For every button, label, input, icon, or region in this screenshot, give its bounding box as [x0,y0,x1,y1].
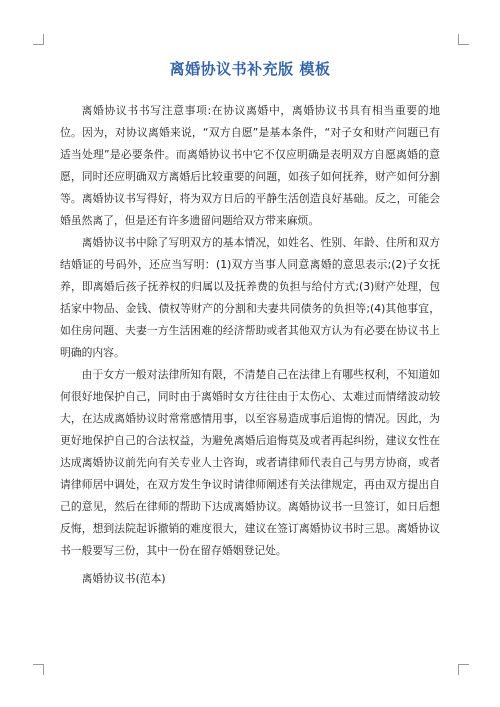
crop-mark-top-left [33,34,44,45]
document-page [60,58,440,590]
crop-mark-bottom-left [33,664,44,675]
paragraph-required-content: 离婚协议书中除了写明双方的基本情况，如姓名、性别、年龄、住所和双方结婚证的号码外，还应当写明：(1)双方当事人同意离婚的意思表示;(2)子女抚养，即离婚后孩子抚养权的归属以及抚养费的负担与给付方式;(3)财产处理，包括家中物品、金钱、债权等财产的分割和夫妻共同债务的负担等;(4)其他事宜，如住房问题、夫妻一方生活困难的经济帮助或者其他双方认为有必要在协议书上明确的内容。 [60,236,440,359]
paragraph-writing-notes: 离婚协议书书写注意事项:在协议离婚中，离婚协议书具有相当重要的地位。因为，对协议离婚来说，“双方自愿”是基本条件，“对子女和财产问题已有适当处理”是必要条件。而离婚协议书中它不仅应明确是表明双方自愿离婚的意愿，同时还应明确双方离婚后比较重要的问题，如孩子如何抚养，财产如何分割等。离婚协议书写得好，将为双方日后的平静生活创造良好基础。反之，可能会婚虽然离了，但是还有许多遗留问题给双方带来麻烦。 [60,104,440,227]
crop-mark-top-right [458,34,469,45]
crop-mark-bottom-right [458,664,469,675]
template-section-label: 离婚协议书(范本) [81,572,166,585]
document-title: 离婚协议书补充版 模板 [169,60,331,78]
paragraph-advice-for-women: 由于女方一般对法律所知有限，不清楚自己在法律上有哪些权利，不知道如何很好地保护自己，同时由于离婚时女方往往由于太伤心、太难过而情绪波动较大，在达成离婚协议时常常感情用事，以至容易造成事后追悔的情况。因此，为更好地保护自己的合法权益，为避免离婚后追悔莫及或者再起纠纷，建议女性在达成离婚协议前先向有关专业人士咨询，或者请律师代表自己与男方协商，或者请律师居中调处，在双方发生争议时请律师阐述有关法律规定，再由双方提出自己的意见，然后在律师的帮助下达成离婚协议。离婚协议书一旦签订，如日后想反悔，想到法院起诉撤销的难度很大，建议在签订离婚协议书时三思。离婚协议书一般要写三份，其中一份在留存婚姻登记处。 [60,368,440,557]
